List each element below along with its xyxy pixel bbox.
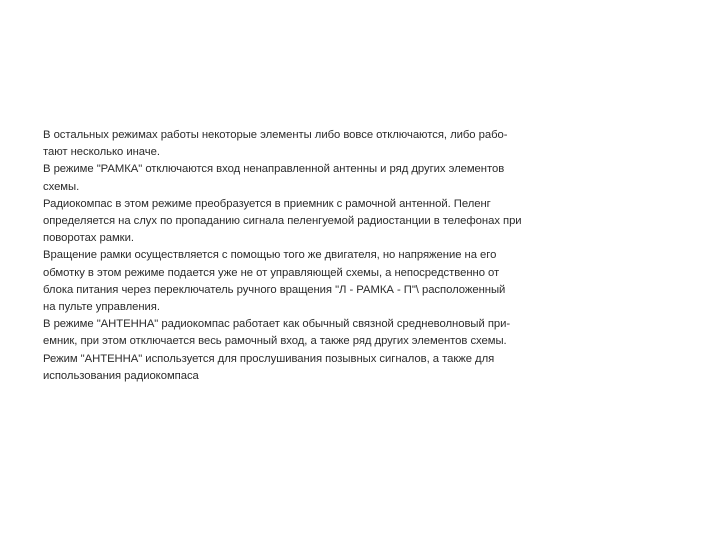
text-line: тают несколько иначе. — [43, 146, 160, 159]
text-line: поворотах рамки. — [43, 232, 134, 245]
text-line: Вращение рамки осуществляется с помощью того же двигателя, но напряжение на его — [43, 249, 497, 262]
text-line: определяется на слух по пропаданию сигнала пеленгуемой радиостанции в телефонах при — [43, 215, 522, 228]
document-text — [43, 127, 523, 385]
text-line: использования радиокомпаса — [43, 369, 199, 382]
text-line: Режим "АНТЕННА" используется для прослушивания позывных сигналов, а также для — [43, 352, 495, 365]
text-line: блока питания через переключатель ручного вращения "Л - РАМКА - П"\ расположенный — [43, 283, 506, 296]
text-line: В режиме "АНТЕННА" радиокомпас работает как обычный связной средневолновый при- — [43, 318, 511, 331]
text-line: схемы. — [43, 180, 80, 193]
text-line: В режиме "РАМКА" отключаются вход ненаправленной антенны и ряд других элементов — [43, 163, 505, 176]
text-line: на пульте управления. — [43, 301, 160, 314]
text-line: В остальных режимах работы некоторые элементы либо вовсе отключаются, либо рабо- — [43, 129, 508, 141]
text-line: емник, при этом отключается весь рамочный вход, а также ряд других элементов схемы. — [43, 335, 507, 348]
text-line: Радиокомпас в этом режиме преобразуется в приемник с рамочной антенной. Пеленг — [43, 197, 491, 210]
text-line: обмотку в этом режиме подается уже не от управляющей схемы, а непосредственно от — [43, 266, 500, 279]
